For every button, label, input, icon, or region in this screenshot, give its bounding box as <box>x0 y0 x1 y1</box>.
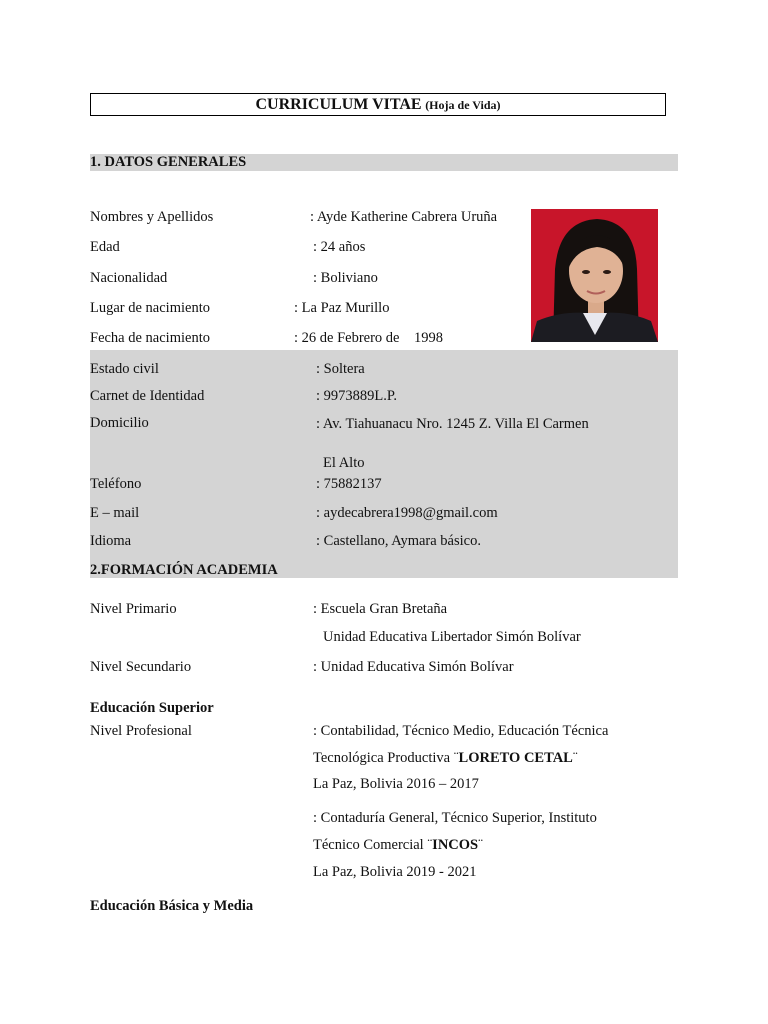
entry1-line1: : Contabilidad, Técnico Medio, Educación Técnica <box>313 723 609 739</box>
label-fecha-nacimiento: Fecha de nacimiento <box>90 330 210 346</box>
value-telefono: : 75882137 <box>316 476 382 492</box>
label-lugar-nacimiento: Lugar de nacimiento <box>90 300 210 316</box>
value-edad: : 24 años <box>313 239 366 255</box>
section1-heading: 1. DATOS GENERALES <box>90 154 247 170</box>
value-nivel-secundario: : Unidad Educativa Simón Bolívar <box>313 659 514 675</box>
label-nombres: Nombres y Apellidos <box>90 209 214 225</box>
value-fecha-nacimiento: : 26 de Febrero de 1998 <box>294 330 443 346</box>
value-nivel-primario-1: : Escuela Gran Bretaña <box>313 601 448 617</box>
cv-title-box <box>90 93 666 116</box>
cv-title: CURRICULUM VITAE <box>255 96 422 113</box>
value-email: : aydecabrera1998@gmail.com <box>316 505 498 521</box>
label-domicilio: Domicilio <box>90 415 149 431</box>
value-nombres: : Ayde Katherine Cabrera Uruña <box>310 209 498 225</box>
label-carnet: Carnet de Identidad <box>90 388 205 404</box>
portrait-illustration <box>531 209 658 342</box>
value-carnet: : 9973889L.P. <box>316 388 397 404</box>
label-nivel-profesional: Nivel Profesional <box>90 723 192 739</box>
entry1-line2-post: ¨ <box>572 750 578 766</box>
entry1-line3: La Paz, Bolivia 2016 – 2017 <box>313 776 479 792</box>
entry2-line2-pre: Técnico Comercial ¨ <box>313 837 433 853</box>
value-idioma: : Castellano, Aymara básico. <box>316 533 481 549</box>
label-email: E – mail <box>90 505 140 521</box>
label-idioma: Idioma <box>90 533 132 549</box>
entry1-line2 <box>313 750 578 767</box>
label-telefono: Teléfono <box>90 476 142 492</box>
cv-subtitle: (Hoja de Vida) <box>425 98 501 112</box>
higher-education-heading: Educación Superior <box>90 700 214 716</box>
entry2-line3: La Paz, Bolivia 2019 - 2021 <box>313 864 477 880</box>
basic-education-heading: Educación Básica y Media <box>90 898 254 914</box>
section2-heading: 2.FORMACIÓN ACADEMIA <box>90 562 278 578</box>
value-lugar-nacimiento: : La Paz Murillo <box>294 300 390 316</box>
entry2-institution: INCOS <box>432 837 479 853</box>
label-edad: Edad <box>90 239 120 255</box>
value-nivel-primario-2: Unidad Educativa Libertador Simón Bolívar <box>323 629 581 645</box>
profile-photo <box>531 209 658 342</box>
label-nacionalidad: Nacionalidad <box>90 270 168 286</box>
label-estado-civil: Estado civil <box>90 361 159 377</box>
label-nivel-primario: Nivel Primario <box>90 601 177 617</box>
value-estado-civil: : Soltera <box>316 361 365 377</box>
entry2-line2-post: ¨ <box>478 837 483 853</box>
value-domicilio-ciudad: El Alto <box>323 455 365 471</box>
entry1-institution: LORETO CETAL <box>458 750 573 766</box>
value-domicilio: : Av. Tiahuanacu Nro. 1245 Z. Villa El Carmen <box>316 416 589 432</box>
entry2-line2 <box>313 837 483 854</box>
entry2-line1: : Contaduría General, Técnico Superior, Instituto <box>313 810 597 826</box>
value-nacionalidad: : Boliviano <box>313 270 378 286</box>
entry1-line2-pre: Tecnológica Productiva ¨ <box>313 750 459 766</box>
label-nivel-secundario: Nivel Secundario <box>90 659 192 675</box>
